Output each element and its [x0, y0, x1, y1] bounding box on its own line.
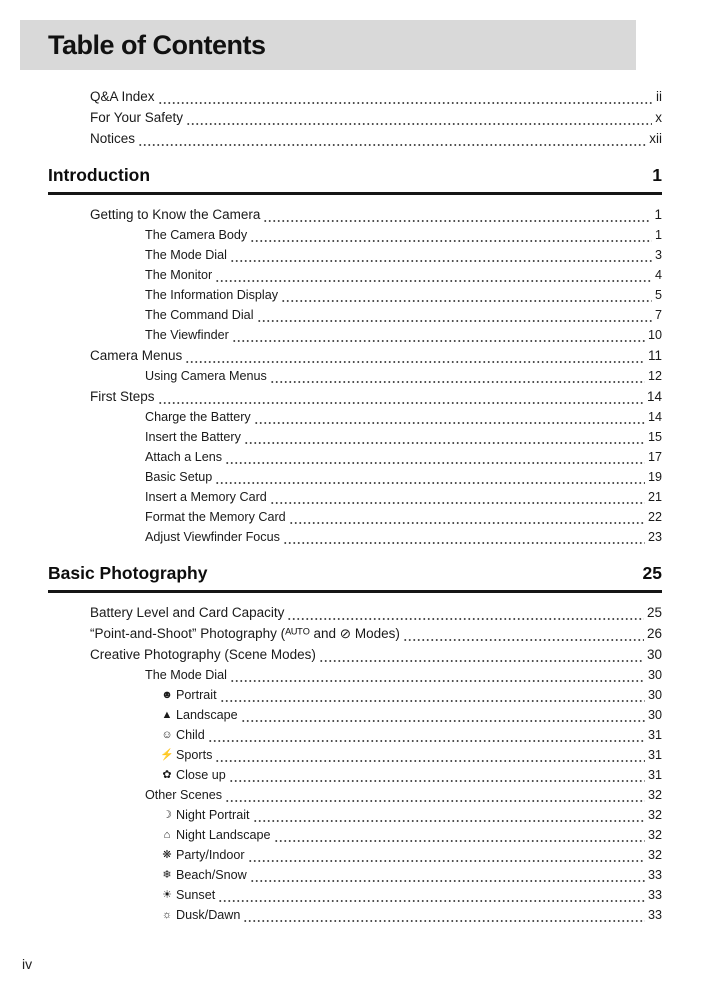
toc-entry-page: 33	[647, 868, 662, 882]
toc-entry-page: 14	[646, 389, 662, 404]
beach-snow-mode-icon: ❄	[162, 869, 172, 881]
toc-entry-label: Attach a Lens	[145, 450, 223, 464]
party-indoor-mode-icon: ❋	[162, 849, 172, 861]
toc-entry[interactable]	[48, 427, 662, 447]
toc-entry[interactable]	[48, 487, 662, 507]
toc-entry-page: 25	[646, 605, 662, 620]
dot-leader	[243, 910, 645, 923]
toc-entry-label: Sports	[176, 748, 213, 762]
toc-entry-page: 22	[647, 510, 662, 524]
dot-leader	[270, 492, 645, 505]
section-rule	[48, 192, 662, 195]
toc-entry[interactable]	[48, 623, 662, 644]
toc-content	[48, 86, 662, 925]
toc-entry[interactable]	[48, 245, 662, 265]
toc-entry[interactable]	[48, 825, 662, 845]
dot-leader	[244, 432, 645, 445]
toc-entry[interactable]	[48, 602, 662, 623]
dot-leader	[289, 512, 645, 525]
toc-entry-label: Night Portrait	[176, 808, 250, 822]
toc-entry-page: 5	[654, 288, 662, 302]
toc-entry-page: 12	[647, 369, 662, 383]
dot-leader	[254, 412, 645, 425]
dot-leader	[257, 310, 652, 323]
night-portrait-mode-icon: ☽	[162, 809, 172, 821]
toc-entry[interactable]	[48, 665, 662, 685]
section-introduction	[48, 165, 662, 547]
section-title: Basic Photography	[48, 563, 208, 583]
toc-entry[interactable]	[48, 325, 662, 345]
toc-entry-page: 17	[647, 450, 662, 464]
toc-entry-page: 30	[646, 647, 662, 662]
toc-entry[interactable]	[48, 745, 662, 765]
toc-entry-page: 23	[647, 530, 662, 544]
toc-entry-page: 14	[647, 410, 662, 424]
toc-entry[interactable]	[48, 507, 662, 527]
toc-entry-label: Night Landscape	[176, 828, 271, 842]
dot-leader	[250, 230, 652, 243]
toc-entry[interactable]	[48, 885, 662, 905]
toc-entry-page: xii	[649, 131, 662, 146]
toc-entry-label: Using Camera Menus	[145, 369, 267, 383]
section-page: 25	[642, 563, 662, 583]
section-entries	[48, 204, 662, 547]
toc-entry-page: 30	[647, 668, 662, 682]
toc-entry[interactable]	[48, 447, 662, 467]
dot-leader	[230, 250, 652, 263]
dot-leader	[283, 532, 645, 545]
landscape-mode-icon: ▲	[161, 709, 173, 721]
toc-entry-label: Portrait	[176, 688, 217, 702]
dot-leader	[215, 750, 645, 763]
page-title: Table of Contents	[48, 29, 266, 60]
toc-entry-label: Creative Photography (Scene Modes)	[90, 647, 316, 662]
toc-entry-label: Child	[176, 728, 205, 742]
toc-entry-label: Insert the Battery	[145, 430, 241, 444]
toc-entry-page: 15	[647, 430, 662, 444]
dot-leader	[250, 870, 645, 883]
dusk-dawn-mode-icon: ☼	[161, 909, 173, 921]
dot-leader	[220, 690, 645, 703]
toc-entry-page: 3	[654, 248, 662, 262]
dot-leader	[138, 134, 646, 147]
toc-entry[interactable]	[48, 685, 662, 705]
dot-leader	[241, 710, 645, 723]
section-title: Introduction	[48, 165, 151, 185]
toc-entry-page: 31	[647, 768, 662, 782]
toc-entry[interactable]	[48, 467, 662, 487]
toc-entry-label: The Mode Dial	[145, 248, 227, 262]
toc-entry[interactable]	[48, 644, 662, 665]
night-landscape-mode-icon: ⌂	[163, 829, 171, 841]
toc-entry-label: Camera Menus	[90, 348, 183, 363]
toc-entry-page: 19	[647, 470, 662, 484]
toc-entry[interactable]	[48, 527, 662, 547]
toc-entry[interactable]	[48, 785, 662, 805]
dot-leader	[185, 351, 645, 364]
close-up-mode-icon: ✿	[162, 769, 172, 781]
dot-leader	[218, 890, 645, 903]
title-band	[20, 20, 636, 70]
toc-entry-label: Landscape	[176, 708, 238, 722]
toc-entry[interactable]	[48, 128, 662, 149]
toc-entry[interactable]	[48, 725, 662, 745]
toc-entry[interactable]	[48, 805, 662, 825]
dot-leader	[319, 650, 644, 663]
dot-leader	[158, 92, 653, 105]
toc-entry-label: Dusk/Dawn	[176, 908, 241, 922]
dot-leader	[253, 810, 645, 823]
toc-entry-label: First Steps	[90, 389, 155, 404]
toc-entry[interactable]	[48, 204, 662, 225]
section-entries	[48, 602, 662, 925]
toc-entry-page: 11	[647, 348, 662, 363]
portrait-mode-icon: ☻	[161, 689, 173, 701]
folio-page-number: iv	[22, 956, 33, 972]
dot-leader	[281, 290, 652, 303]
toc-entry[interactable]	[48, 225, 662, 245]
toc-entry-label: Other Scenes	[145, 788, 223, 802]
toc-entry-page: 1	[654, 228, 662, 242]
section-page: 1	[652, 165, 662, 185]
toc-entry[interactable]	[48, 107, 662, 128]
toc-entry-page: 7	[654, 308, 662, 322]
toc-entry-label: Basic Setup	[145, 470, 213, 484]
dot-leader	[270, 371, 645, 384]
toc-entry-label: The Monitor	[145, 268, 213, 282]
section-rule	[48, 590, 662, 593]
toc-entry[interactable]	[48, 865, 662, 885]
toc-entry-page: 33	[647, 888, 662, 902]
toc-entry[interactable]	[48, 905, 662, 925]
toc-entry-page: x	[655, 110, 662, 125]
dot-leader	[232, 330, 645, 343]
toc-entry[interactable]	[48, 705, 662, 725]
toc-entry[interactable]	[48, 86, 662, 107]
section-heading[interactable]	[48, 165, 662, 192]
toc-entry[interactable]	[48, 765, 662, 785]
toc-entry-page: 33	[647, 908, 662, 922]
toc-entry-page: 31	[647, 748, 662, 762]
dot-leader	[230, 670, 645, 683]
front-matter-list	[48, 86, 662, 149]
section-basic-photography	[48, 563, 662, 925]
toc-entry-label: Beach/Snow	[176, 868, 247, 882]
toc-entry-label: “Point-and-Shoot” Photography (ᴬᵁᵀᴼ and ⊘ Modes)	[90, 626, 400, 641]
toc-entry-label: Party/Indoor	[176, 848, 245, 862]
toc-entry-label: Sunset	[176, 888, 216, 902]
toc-entry-page: 31	[647, 728, 662, 742]
toc-entry-page: 32	[647, 848, 662, 862]
toc-entry-page: 32	[647, 828, 662, 842]
dot-leader	[208, 730, 645, 743]
toc-entry-label: The Information Display	[145, 288, 278, 302]
toc-entry-label: Getting to Know the Camera	[90, 207, 261, 222]
child-mode-icon: ☺	[161, 729, 173, 741]
dot-leader	[186, 113, 652, 126]
toc-entry-page: 32	[647, 808, 662, 822]
toc-entry-page: ii	[656, 89, 662, 104]
toc-entry-label: Insert a Memory Card	[145, 490, 267, 504]
dot-leader	[248, 850, 645, 863]
toc-entry[interactable]	[48, 407, 662, 427]
toc-entry-page: 30	[647, 688, 662, 702]
toc-entry-page: 10	[647, 328, 662, 342]
toc-entry[interactable]	[48, 386, 662, 407]
section-heading[interactable]	[48, 563, 662, 590]
toc-entry-page: 1	[654, 207, 662, 222]
toc-entry-page: 30	[647, 708, 662, 722]
sunset-mode-icon: ☀	[162, 889, 172, 901]
toc-entry-label: Notices	[90, 131, 136, 146]
dot-leader	[225, 790, 645, 803]
toc-entry-label: For Your Safety	[90, 110, 184, 125]
toc-entry-label: Close up	[176, 768, 226, 782]
toc-entry[interactable]	[48, 366, 662, 386]
toc-entry-label: The Command Dial	[145, 308, 254, 322]
toc-entry-page: 32	[647, 788, 662, 802]
sports-mode-icon: ⚡	[160, 749, 174, 761]
dot-leader	[263, 210, 651, 223]
toc-entry-label: The Camera Body	[145, 228, 248, 242]
dot-leader	[287, 608, 644, 621]
dot-leader	[215, 472, 645, 485]
dot-leader	[403, 629, 644, 642]
dot-leader	[274, 830, 645, 843]
toc-entry-page: 21	[647, 490, 662, 504]
toc-entry[interactable]	[48, 265, 662, 285]
dot-leader	[215, 270, 652, 283]
toc-entry-label: Format the Memory Card	[145, 510, 286, 524]
toc-entry[interactable]	[48, 845, 662, 865]
dot-leader	[229, 770, 645, 783]
toc-entry-label: Q&A Index	[90, 89, 155, 104]
dot-leader	[225, 452, 645, 465]
toc-entry-label: Adjust Viewfinder Focus	[145, 530, 280, 544]
toc-entry[interactable]	[48, 305, 662, 325]
toc-entry-page: 26	[646, 626, 662, 641]
toc-entry-label: The Mode Dial	[145, 668, 227, 682]
toc-entry-label: The Viewfinder	[145, 328, 229, 342]
toc-entry-label: Battery Level and Card Capacity	[90, 605, 285, 620]
toc-entry-label: Charge the Battery	[145, 410, 251, 424]
toc-entry[interactable]	[48, 285, 662, 305]
toc-entry[interactable]	[48, 345, 662, 366]
dot-leader	[158, 392, 644, 405]
toc-entry-page: 4	[654, 268, 662, 282]
